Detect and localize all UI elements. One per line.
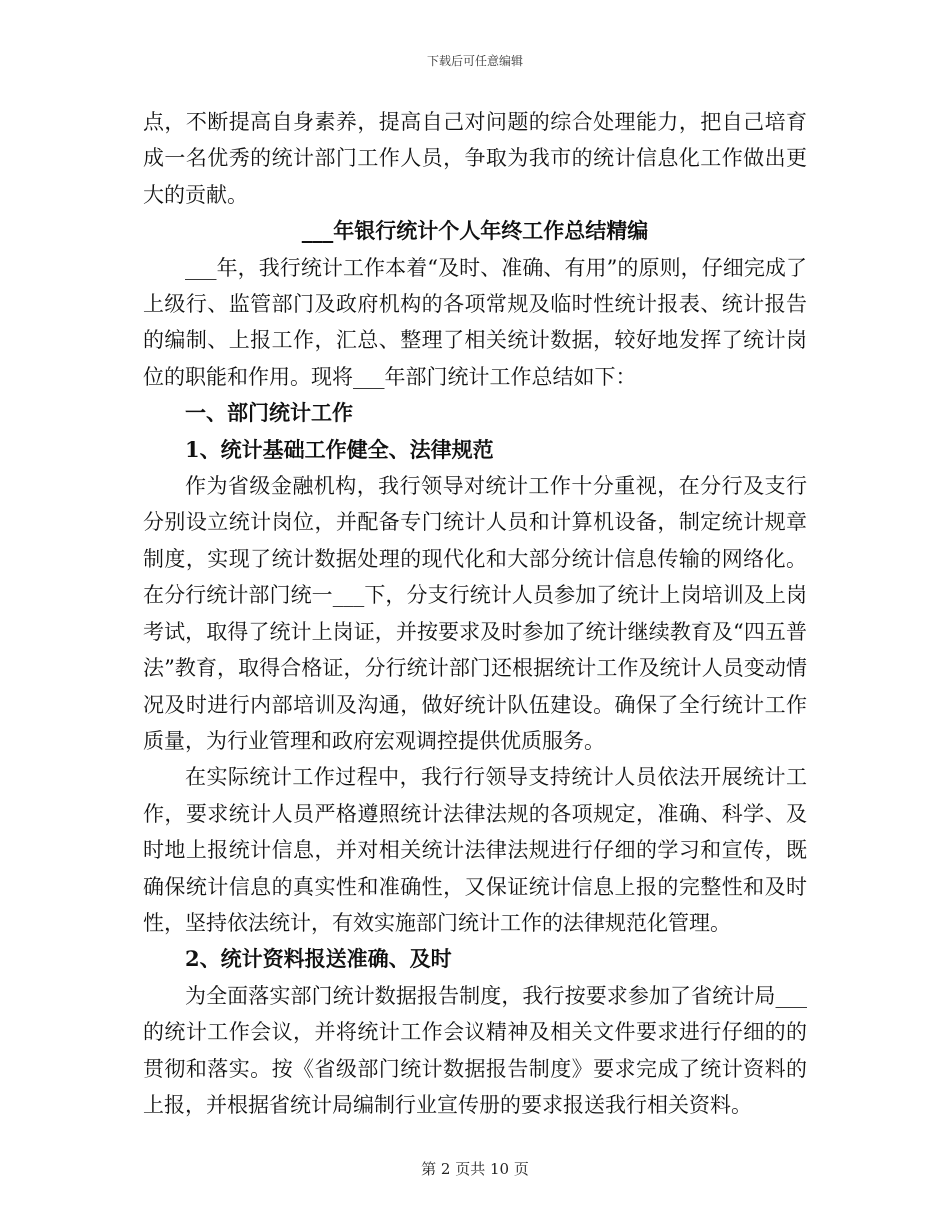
- body-paragraph: 为全面落实部门统计数据报告制度，我行按要求参加了省统计局___的统计工作会议，并将统计工作会议精神及相关文件要求进行仔细的的贯彻和落实。按《省级部门统计数据报告制度》要求完成了统计资料的上报，并根据省统计局编制行业宣传册的要求报送我行相关资料。: [143, 983, 807, 1117]
- page-header: 下载后可任意编辑: [426, 54, 523, 68]
- continuation-paragraph: 点，不断提高自身素养，提高自己对问题的综合处理能力，把自己培育成一名优秀的统计部门工作人员，争取为我市的统计信息化工作做出更大的贡献。: [143, 110, 807, 207]
- subsection-heading: 2、统计资料报送准确、及时: [185, 946, 452, 972]
- body-paragraph: 在实际统计工作过程中，我行行领导支持统计人员依法开展统计工作，要求统计人员严格遵照统计法律法规的各项规定，准确、科学、及时地上报统计信息，并对相关统计法律法规进行仔细的学习和宣传，既确保统计信息的真实性和准确性，又保证统计信息上报的完整性和及时性，坚持依法统计，有效实施部门统计工作的法律规范化管理。: [143, 765, 807, 935]
- document-title: ___年银行统计个人年终工作总结精编: [301, 218, 649, 244]
- page-footer: 第 2 页共 10 页: [421, 1160, 529, 1178]
- body-paragraph: ___年，我行统计工作本着“及时、准确、有用”的原则，仔细完成了上级行、监管部门及政府机构的各项常规及临时性统计报表、统计报告的编制、上报工作，汇总、整理了相关统计数据，较好地发挥了统计岗位的职能和作用。现将___年部门统计工作总结如下：: [143, 255, 807, 389]
- document-body: [143, 104, 807, 1123]
- section-heading: 一、部门统计工作: [185, 400, 353, 426]
- subsection-heading: 1、统计基础工作健全、法律规范: [185, 436, 494, 462]
- body-paragraph: 作为省级金融机构，我行领导对统计工作十分重视，在分行及支行分别设立统计岗位，并配备专门统计人员和计算机设备，制定统计规章制度，实现了统计数据处理的现代化和大部分统计信息传输的网络化。在分行统计部门统一___下，分支行统计人员参加了统计上岗培训及上岗考试，取得了统计上岗证，并按要求及时参加了统计继续教育及“四五普法”教育，取得合格证，分行统计部门还根据统计工作及统计人员变动情况及时进行内部培训及沟通，做好统计队伍建设。确保了全行统计工作质量，为行业管理和政府宏观调控提供优质服务。: [143, 474, 807, 753]
